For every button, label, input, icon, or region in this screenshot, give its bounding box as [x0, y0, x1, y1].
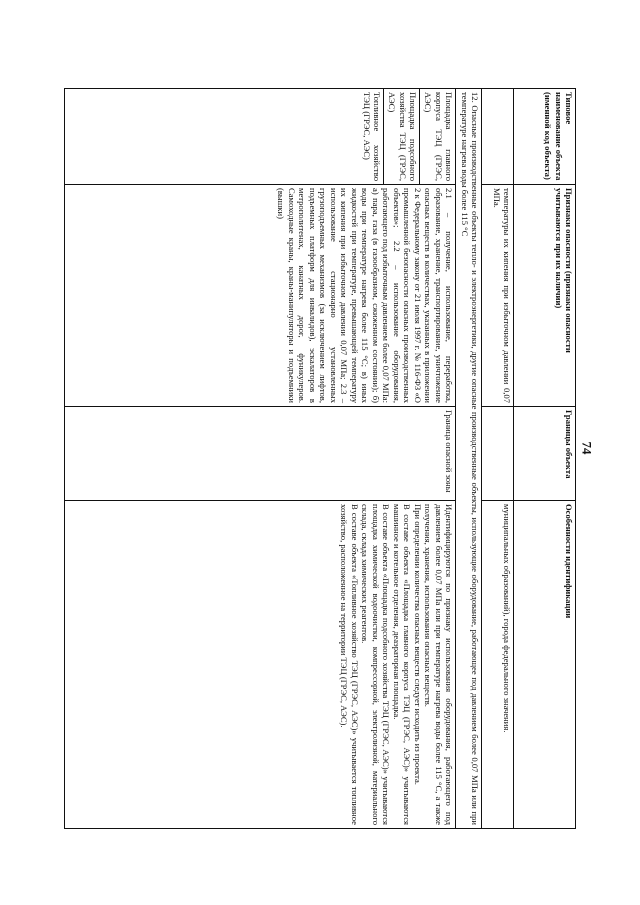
object-name-auxiliary-facility: Площадка подсобного хозяйства ТЭЦ (ГРЭС, АЭС) — [384, 89, 420, 185]
hazard-signs-cell: 2.1 – получение, использование, переработка, образование, хранение, транспортирование, уничтожение опасных веществ в количествах, указанных в приложении 2 к Федеральному закону от 21 июля 1997 г. № 116-ФЗ «О промышленной безопасности опасных производственных объектов»; 2.2 – использование оборудования, работающего под избыточным давлением более 0,07 МПа: а) пара, газа (в газообразном, сжиженном состоянии); б) воды при температуре нагрева более 115 °С; в) иных жидкостей при температуре, превышающей температуру их кипения при избыточном давлении 0,07 МПа; 2.3 – использование стационарно установленных грузоподъемных механизмов (за исключением лифтов, подъемных платформ для инвалидов), эскалаторов в метрополитенах, канатных дорог, фуникулеров. Самоходные краны, краны-манипуляторы и подъемники (вышки) — [65, 185, 456, 407]
continuation-hazard-text: температуры их кипения при избыточном давлении 0,07 МПа. — [482, 185, 514, 407]
note-paragraph: В составе объекта «Площадка главного корпуса ТЭЦ (ГРЭС, АЭС)» учитываются машинное и котельное отделения, деаэраторная площадка. — [391, 504, 413, 825]
table-row — [420, 89, 456, 829]
header-object-type: Типовое наименование объекта (именной код объекта) — [514, 89, 576, 185]
object-name-main-building: Площадка главного корпуса ТЭЦ (ГРЭС, АЭС) — [420, 89, 456, 185]
continuation-row — [482, 89, 514, 829]
identification-notes-cell — [65, 501, 456, 829]
continuation-col3 — [482, 407, 514, 501]
identification-table — [64, 88, 576, 829]
continuation-notes-text: муниципальных образований), города федерального значения. — [482, 501, 514, 829]
note-paragraph: Идентифицируются по признаку использования оборудования, работающего под давлением более 0,07 МПа или при температуре нагрева воды более 115 °С, а также получения, хранения, использования опасных веществ. — [423, 504, 454, 825]
note-paragraph: В составе объекта «Топливное хозяйство ТЭЦ (ГРЭС, АЭС)» учитывается топливное хозяйство, расположенное на территории ТЭЦ (ГРЭС, АЭС). — [339, 504, 360, 825]
header-hazard-signs: Признаки опасности (признаки опасности учитываются при их наличии) — [514, 185, 576, 407]
section-12-title: 12. Опасные производственные объекты тепло- и электроэнергетики, другие опасные производственные объекты, использующие оборудование, работающее под давлением более 0,07 МПа или при температуре нагрева воды более 115 °С — [456, 89, 482, 829]
note-paragraph: При определении количества опасных веществ следует исходить из проекта. — [412, 504, 423, 785]
continuation-col1 — [482, 89, 514, 185]
page-number: 74 — [579, 441, 595, 455]
rotated-page-content — [64, 88, 576, 828]
header-identification-notes: Особенности идентификации — [514, 501, 576, 829]
note-paragraph: В составе объекта «Площадка подсобного хозяйства ТЭЦ (ГРЭС, АЭС)» учитываются площадка химической водоочистки, компрессорной, электролизной, материального склада, склада химических реагентов. — [360, 504, 392, 825]
boundary-cell: Граница опасной зоны — [65, 407, 456, 501]
header-object-boundaries: Границы объекта — [514, 407, 576, 501]
object-name-fuel-facility: Топливное хозяйство ТЭЦ (ГРЭС, АЭС) — [65, 89, 384, 185]
table-header-row — [514, 89, 576, 829]
section-12-row — [456, 89, 482, 829]
